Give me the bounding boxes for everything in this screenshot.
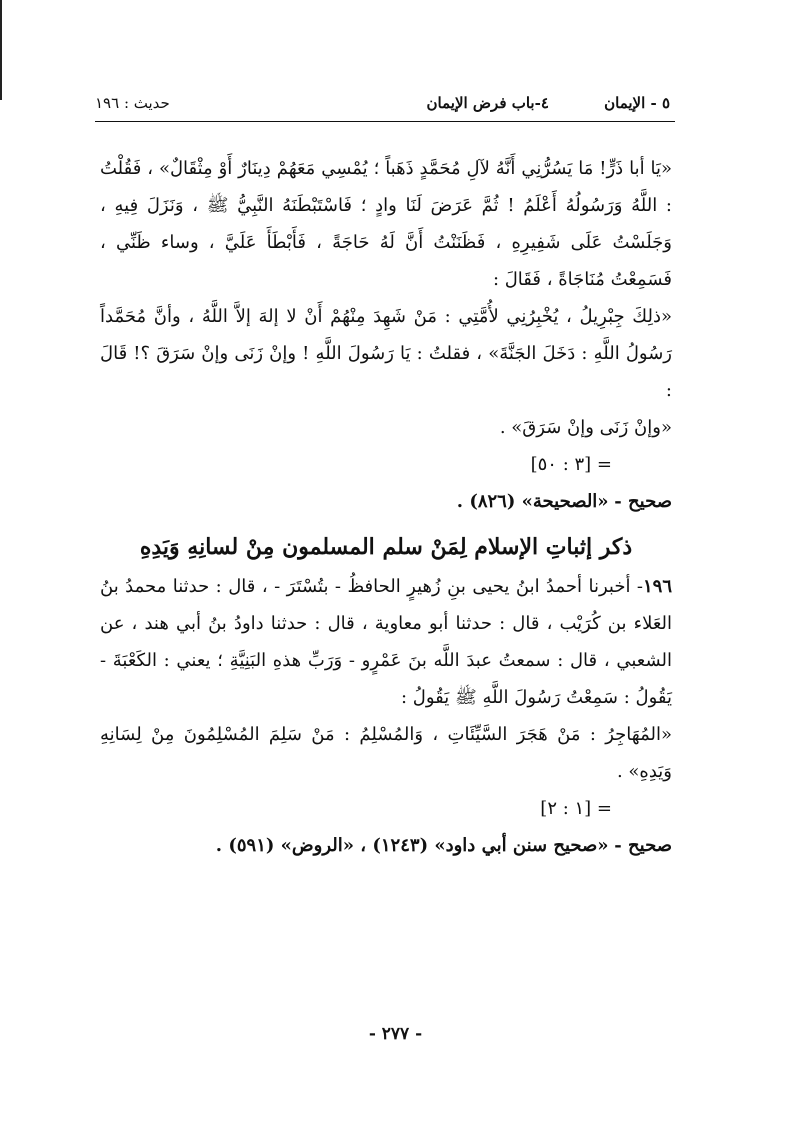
- hadith-text-p2: «ذلِكَ جِبْرِيلُ ، يُخْبِرُنِي لأُمَّتِي : مَنْ شَهِدَ مِنْهُمْ أَنْ لا إلهَ إلاَّ اللَّهُ ، وأنَّ مُحَمَّداً رَسُولُ اللَّهِ : دَخَلَ الجَنَّةَ» ، فقلتُ : يَا رَسُولَ اللَّهِ ! وإنْ زَنَى وإنْ سَرَقَ ؟! قَالَ :: [100, 306, 672, 401]
- hadith-text-p5: «المُهَاجِرُ : مَنْ هَجَرَ السَّيِّئَاتِ ، وَالمُسْلِمُ : مَنْ سَلِمَ المُسْلِمُونَ مِنْ لِسَانِهِ وَيَدِهِ» .: [100, 724, 672, 782]
- grading-1-source: «الصحيحة» (٨٢٦) .: [456, 491, 609, 512]
- page-edge-line: [0, 0, 2, 100]
- reference-2: = [١ : ٢]: [540, 798, 612, 819]
- hadith-text-p1: «يَا أبا ذَرٍّ! مَا يَسُرُّنِي أَنَّهُ لآلِ مُحَمَّدٍ ذَهَباً ؛ يُمْسِي مَعَهُمْ دِينَارٌ أَوْ مِثْقَالٌ» ، فَقُلْتُ : اللَّهُ وَرَسُولُهُ أَعْلَمُ ! ثُمَّ عَرَضَ لَنَا وادٍ ؛ فَاسْتَبْطَنَهُ النَّبِيُّ ﷺ ، وَنَزَلَ فِيهِ ، وَجَلَسْتُ عَلَى شَفِيرِهِ ، فَظَنَنْتُ أَنَّ لَهُ حَاجَةً ، فَأَبْطَأَ عَلَيَّ ، وساء ظَنِّي ، فَسَمِعْتُ مُنَاجَاةً ، فَقَالَ :: [100, 158, 672, 290]
- grading-2: [100, 827, 672, 864]
- grading-1-label: صحيح -: [614, 491, 672, 512]
- header-titles: [427, 94, 670, 112]
- header-rule: [95, 121, 675, 122]
- grading-1: [100, 483, 672, 520]
- hadith-196-isnad: [100, 568, 672, 716]
- book-title: ٤-باب فرض الإيمان: [426, 94, 549, 112]
- running-header: [95, 90, 670, 120]
- hadith-text-p3: «وإنْ زَنَى وإنْ سَرَقَ» .: [499, 417, 672, 438]
- section-title: ذكر إثباتِ الإسلام لِمَنْ سلم المسلمون مِنْ لسانِهِ وَيَدِهِ: [139, 534, 633, 560]
- reference-1: = [٣ : ٥٠]: [530, 454, 612, 475]
- hadith-196-number: ١٩٦: [642, 576, 672, 597]
- page-number: - ٢٧٧ -: [368, 1024, 423, 1044]
- chapter-title: ٥ - الإيمان: [604, 94, 670, 112]
- page-content: [100, 150, 672, 864]
- hadith-number-label: حديث : ١٩٦: [95, 94, 170, 112]
- grading-2-source: «صحيح سنن أبي داود» (١٢٤٣) ، «الروض» (٥٩١) .: [215, 835, 609, 856]
- hadith-196-chain: - أخبرنا أحمدُ ابنُ يحيى بنِ زُهيرٍ الحافظُ - بتُسْتَرَ - ، قال : حدثنا محمدُ بنُ العَلاء بن كُرَيْب ، قال : حدثنا أبو معاوية ، قال : حدثنا داودُ بنُ أبي هند ، عن الشعبي ، قال : سمعتُ عبدَ اللَّه بنَ عَمْرٍو - وَرَبِّ هذهِ البَنِيَّةِ ؛ يعني : الكَعْبَةَ - يَقُولُ : سَمِعْتُ رَسُولَ اللَّهِ ﷺ يَقُولُ :: [100, 576, 672, 708]
- grading-2-label: صحيح -: [614, 835, 672, 856]
